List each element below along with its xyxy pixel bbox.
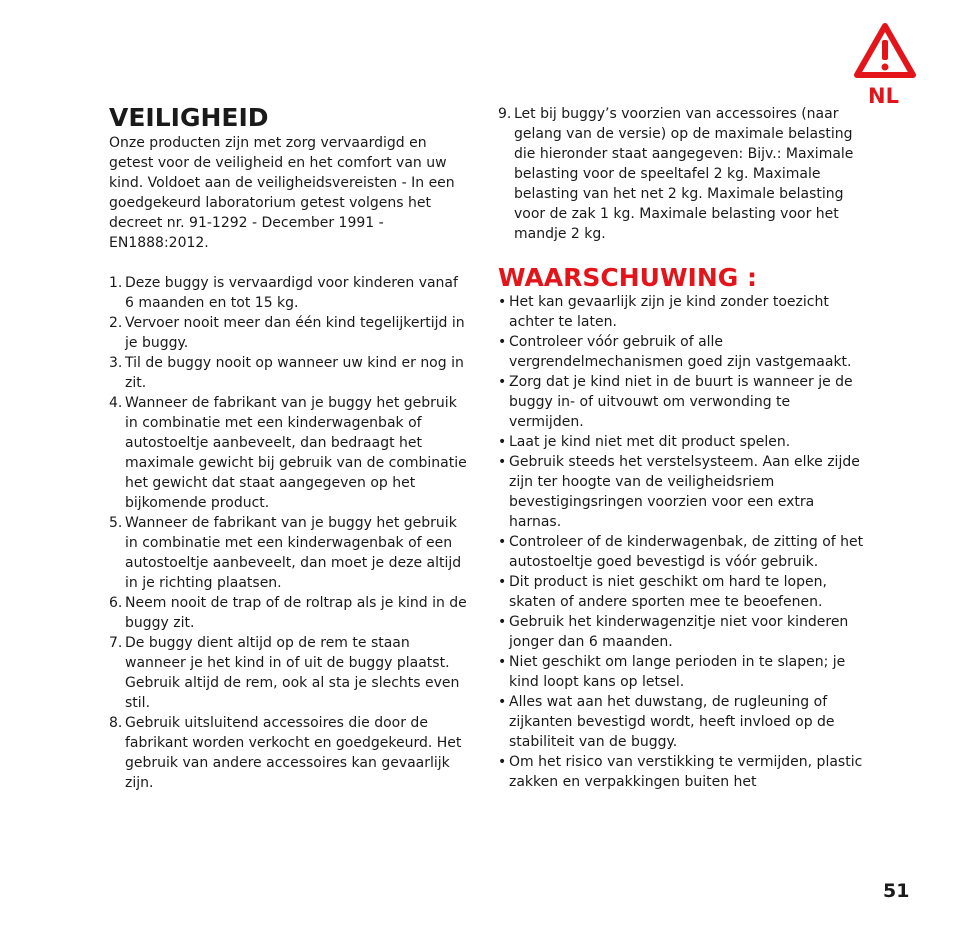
safety-column [109,104,469,793]
list-item [498,432,868,452]
bullet-icon: • [498,754,507,770]
item-number: 5. [109,515,123,531]
item-text: Vervoer nooit meer dan één kind tegelijkertijd in je buggy. [125,315,465,351]
safety-list [109,273,469,793]
bullet-text: Gebruik het kinderwagenzitje niet voor kinderen jonger dan 6 maanden. [509,614,849,650]
item-text: Til de buggy nooit op wanneer uw kind er nog in zit. [125,355,464,391]
warning-list [498,292,868,792]
bullet-text: Zorg dat je kind niet in de buurt is wanneer je de buggy in- of uitvouwt om verwonding te vermijden. [509,374,853,430]
safety-intro: Onze producten zijn met zorg vervaardigd en getest voor de veiligheid en het comfort van uw kind. Voldoet aan de veiligheidsvereisten - In een goedgekeurd laboratorium getest volgens het decreet nr. 91-1292 - December 1991 - EN1888:2012. [109,135,455,251]
bullet-icon: • [498,374,507,390]
language-code: NL [868,84,899,108]
item-number: 6. [109,595,123,611]
bullet-icon: • [498,574,507,590]
bullet-text: Om het risico van verstikking te vermijden, plastic zakken en verpakkingen buiten het [509,754,863,790]
bullet-icon: • [498,654,507,670]
list-item [109,313,469,353]
list-item [109,513,469,593]
bullet-icon: • [498,614,507,630]
bullet-text: Laat je kind niet met dit product spelen. [509,434,791,450]
bullet-text: Controleer of de kinderwagenbak, de zitting of het autostoeltje goed bevestigd is vóór gebruik. [509,534,864,570]
bullet-icon: • [498,694,507,710]
bullet-text: Niet geschikt om lange perioden in te slapen; je kind loopt kans op letsel. [509,654,846,690]
item-number: 7. [109,635,123,651]
list-item [109,353,469,393]
item-number: 8. [109,715,123,731]
list-item [109,633,469,713]
item-text: De buggy dient altijd op de rem te staan wanneer je het kind in of uit de buggy plaatst. Gebruik altijd de rem, ook al sta je slechts even stil. [125,635,460,711]
item-text: Let bij buggy’s voorzien van accessoires (naar gelang van de versie) op de maximale belasting die hieronder staat aangegeven: Bijv.: Maximale belasting voor de speeltafel 2 kg. Maximale belasting van het net 2 kg. Maximale belasting voor de zak 1 kg. Maximale belasting voor het mandje 2 kg. [514,106,854,242]
list-item [498,372,868,432]
bullet-icon: • [498,294,507,310]
item-number: 1. [109,275,123,291]
item-text: Wanneer de fabrikant van je buggy het gebruik in combinatie met een kinderwagenbak of autostoeltje aanbeveelt, dan bedraagt het maximale gewicht bij gebruik van de combinatie het gewicht dat staat aangegeven op het bijkomende product. [125,395,467,511]
list-item [498,612,868,652]
item-number: 2. [109,315,123,331]
bullet-text: Dit product is niet geschikt om hard te lopen, skaten of andere sporten mee te beoefenen. [509,574,827,610]
item-text: Gebruik uitsluitend accessoires die door de fabrikant worden verkocht en goedgekeurd. Het gebruik van andere accessoires kan gevaarlijk zijn. [125,715,462,791]
list-item [498,752,868,792]
safety-list-continued [498,104,868,244]
list-item [109,393,469,513]
warning-title: WAARSCHUWING : [498,263,757,292]
list-item [109,713,469,793]
list-item [498,692,868,752]
warning-triangle-icon [853,22,917,80]
list-item [498,652,868,692]
list-item [498,332,868,372]
page-number: 51 [883,880,910,902]
safety-title: VEILIGHEID [109,103,269,132]
bullet-icon: • [498,334,507,350]
list-item [109,273,469,313]
bullet-icon: • [498,534,507,550]
bullet-text: Het kan gevaarlijk zijn je kind zonder toezicht achter te laten. [509,294,829,330]
list-item [498,572,868,612]
bullet-text: Gebruik steeds het verstelsysteem. Aan elke zijde zijn ter hoogte van de veiligheidsriem bevestigingsringen voorzien voor een extra harnas. [509,454,860,530]
item-number: 9. [498,106,512,122]
list-item [498,292,868,332]
item-number: 4. [109,395,123,411]
bullet-text: Controleer vóór gebruik of alle vergrendelmechanismen goed zijn vastgemaakt. [509,334,852,370]
bullet-text: Alles wat aan het duwstang, de rugleuning of zijkanten bevestigd wordt, heeft invloed op de stabiliteit van de buggy. [509,694,835,750]
list-item [498,532,868,572]
list-item [498,104,868,244]
list-item [109,593,469,633]
bullet-icon: • [498,454,507,470]
bullet-icon: • [498,434,507,450]
item-text: Neem nooit de trap of de roltrap als je kind in de buggy zit. [125,595,467,631]
warning-column [498,104,868,792]
list-item [498,452,868,532]
item-number: 3. [109,355,123,371]
item-text: Wanneer de fabrikant van je buggy het gebruik in combinatie met een kinderwagenbak of een autostoeltje aanbeveelt, dan moet je deze altijd in je richting plaatsen. [125,515,462,591]
item-text: Deze buggy is vervaardigd voor kinderen vanaf 6 maanden en tot 15 kg. [125,275,458,311]
